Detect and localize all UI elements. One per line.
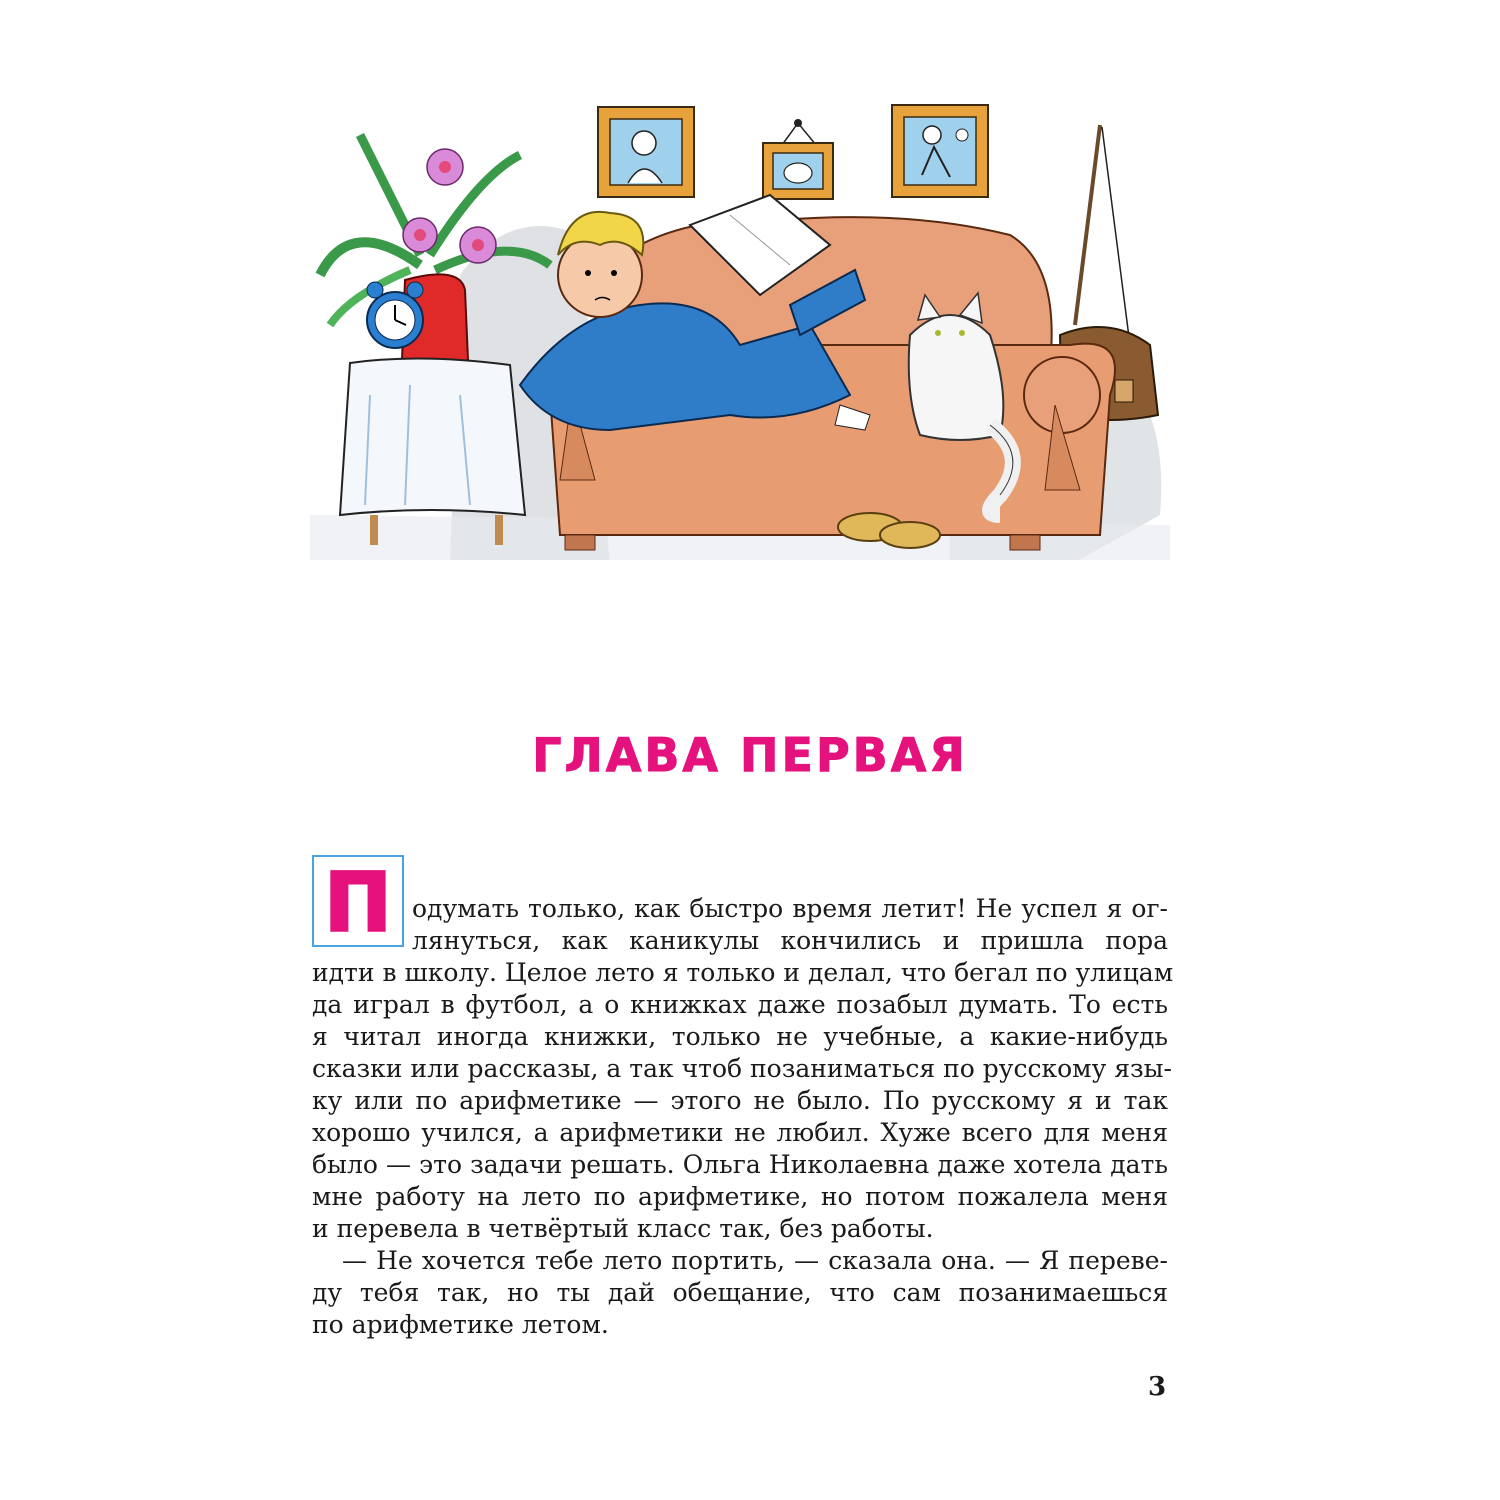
text-line: мне работу на лето по арифметике, но потом пожалела меня — [312, 1182, 1168, 1211]
text-line: — Не хочется тебе лето портить, — сказала она. — Я переве- — [342, 1246, 1168, 1275]
picture-frame-cat — [763, 119, 833, 199]
chapter-title: ГЛАВА ПЕРВАЯ — [532, 728, 968, 782]
illustration-drawing — [310, 95, 1170, 560]
text-line: хорошо учился, а арифметики не любил. Хуже всего для меня — [312, 1118, 1168, 1147]
text-line: по арифметике летом. — [312, 1310, 609, 1339]
dropcap-frame — [312, 855, 404, 947]
text-line: я читал иногда книжки, только не учебные, а какие-нибудь — [312, 1022, 1168, 1051]
text-line: да играл в футбол, а о книжках даже позабыл думать. То есть — [312, 990, 1168, 1019]
text-line: и перевела в четвёртый класс так, без работы. — [312, 1214, 934, 1243]
alarm-clock — [367, 282, 423, 348]
picture-frame-left — [598, 107, 694, 197]
text-line: ду тебя так, но ты дай обещание, что сам позанимаешься — [312, 1278, 1168, 1307]
chapter-illustration — [310, 95, 1170, 560]
picture-frame-right — [892, 105, 988, 197]
page-number: 3 — [1148, 1372, 1167, 1402]
text-line: идти в школу. Целое лето я только и делал, что бегал по улицам — [312, 958, 1174, 987]
text-line: было — это задачи решать. Ольга Николаевна даже хотела дать — [312, 1150, 1168, 1179]
text-line: одумать только, как быстро время летит! Не успел я ог- — [412, 894, 1168, 923]
dropcap-letter: П — [324, 856, 392, 949]
text-line: ку или по арифметике — этого не было. По русскому я и так — [312, 1086, 1168, 1115]
text-line: лянуться, как каникулы кончились и пришла пора — [412, 926, 1168, 955]
text-line: сказки или рассказы, а так чтоб позаниматься по русскому язы- — [312, 1054, 1172, 1083]
